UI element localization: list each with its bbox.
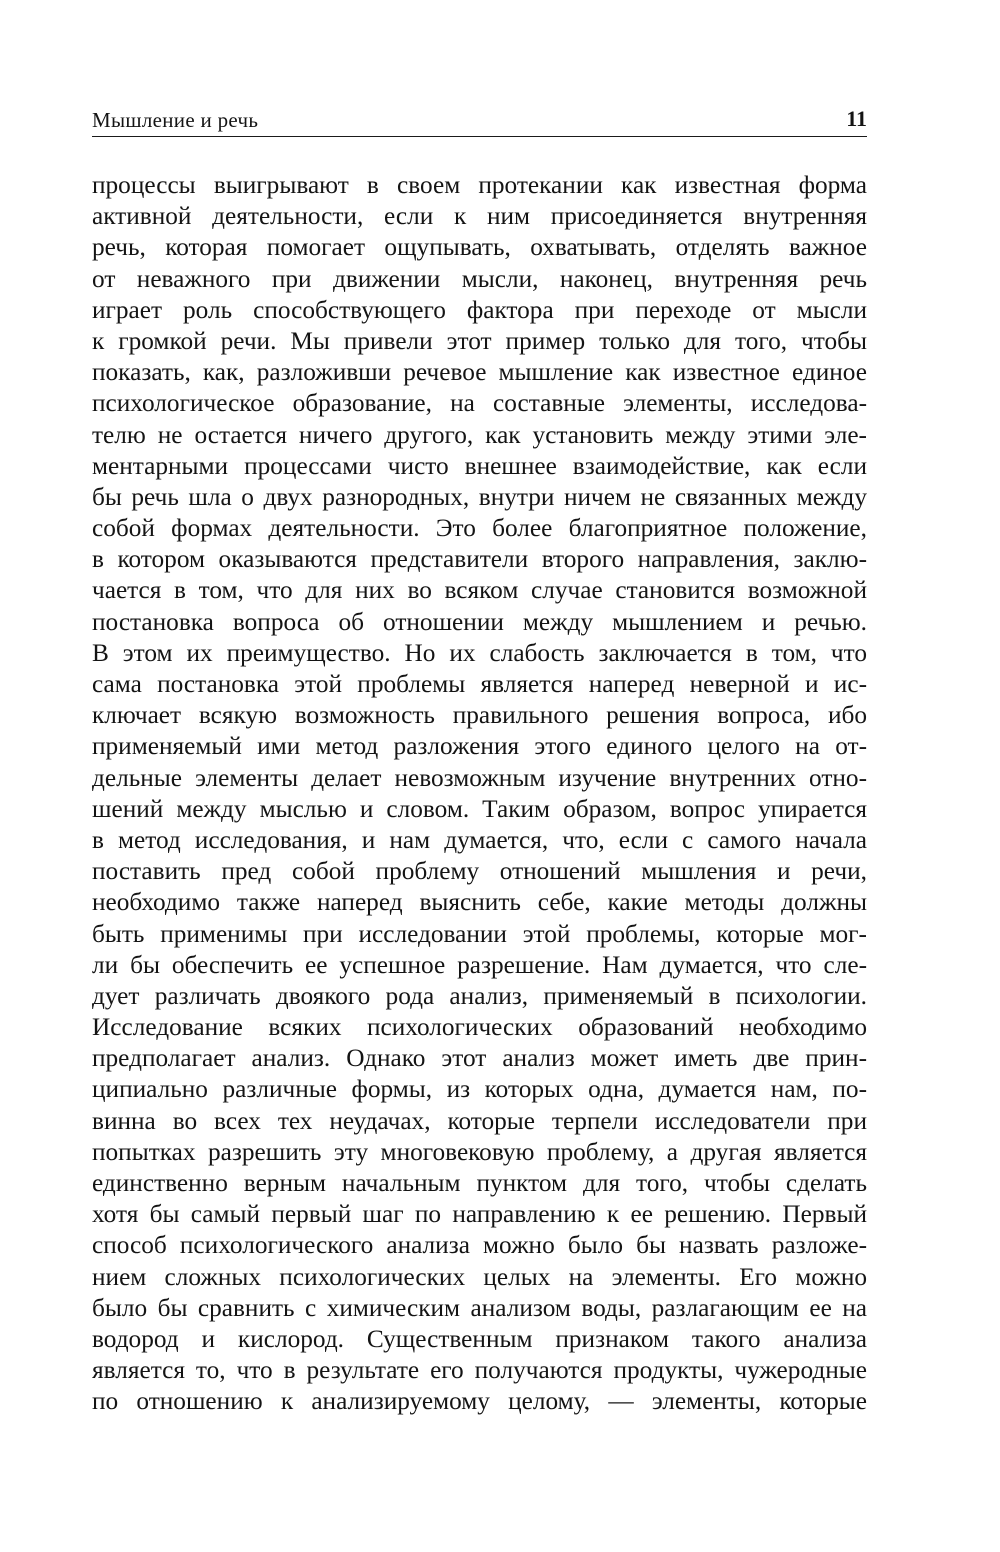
text-line: по отношению к анализируемому целому, — элементы, которые [92,1387,867,1416]
text-line: телю не остается ничего другого, как установить между этими эле- [92,420,867,449]
text-line: речь, которая помогает ощупывать, охватывать, отделять важное [92,233,867,262]
text-line: В этом их преимущество. Но их слабость заключается в том, что [92,638,867,667]
text-line: дует различать двоякого рода анализ, применяемый в психологии. [92,981,867,1010]
text-line: было бы сравнить с химическим анализом воды, разлагающим ее на [92,1293,867,1322]
text-line: единственно верным начальным пунктом для того, чтобы сделать [92,1169,867,1197]
text-line: процессы выигрывают в своем протекании как известная форма [92,171,867,199]
text-line: нием сложных психологических целых на элементы. Его можно [92,1262,867,1291]
text-line: ключает всякую возможность правильного решения вопроса, ибо [92,701,867,730]
text-line: быть применимы при исследовании этой проблемы, которые мог- [92,919,867,948]
text-line: попытках разрешить эту многовековую проблему, а другая является [92,1137,867,1166]
text-line: применяемый ими метод разложения этого единого целого на от- [92,732,867,761]
text-line: собой формах деятельности. Это более благоприятное положение, [92,514,867,543]
running-title: Мышление и речь [92,108,259,132]
body-text [92,170,867,1418]
text-line: в метод исследования, и нам думается, что, если с самого начала [92,825,867,854]
text-line: предполагает анализ. Однако этот анализ может иметь две прин- [92,1044,867,1073]
text-line: постановка вопроса об отношении между мышлением и речью. [92,607,867,636]
text-line: дельные элементы делает невозможным изучение внутренних отно- [92,763,867,792]
text-line: шений между мыслью и словом. Таким образом, вопрос упирается [92,794,867,823]
text-line: играет роль способствующего фактора при переходе от мысли [92,295,867,324]
text-line: показать, как, разложивши речевое мышление как известное единое [92,358,867,387]
running-header [92,104,867,137]
text-line: психологическое образование, на составные элементы, исследова- [92,389,867,418]
text-line: винна во всех тех неудачах, которые терпели исследователи при [92,1106,867,1135]
page-number: 11 [846,106,867,131]
text-line: к громкой речи. Мы привели этот пример только для того, чтобы [92,326,867,355]
text-line: хотя бы самый первый шаг по направлению к ее решению. Первый [92,1200,867,1229]
text-line: сама постановка этой проблемы является наперед неверной и ис- [92,670,867,698]
text-line: от неважного при движении мысли, наконец, внутренняя речь [92,264,867,293]
text-line: активной деятельности, если к ним присоединяется внутренняя [92,202,867,231]
text-line: ципиально различные формы, из которых одна, думается нам, по- [92,1075,867,1104]
text-line: водород и кислород. Существенным признаком такого анализа [92,1324,867,1353]
text-line: ли бы обеспечить ее успешное разрешение. Нам думается, что сле- [92,950,867,979]
text-line: чается в том, что для них во всяком случае становится возможной [92,576,867,605]
text-line: способ психологического анализа можно было бы назвать разложе- [92,1231,867,1260]
book-page [92,0,867,1552]
text-line: поставить пред собой проблему отношений мышления и речи, [92,857,867,886]
text-line: бы речь шла о двух разнородных, внутри ничем не связанных между [92,482,867,511]
text-line: ментарными процессами чисто внешнее взаимодействие, как если [92,451,867,480]
text-line: в котором оказываются представители второго направления, заклю- [92,545,867,574]
text-line: Исследование всяких психологических образований необходимо [92,1013,867,1042]
text-line: необходимо также наперед выяснить себе, какие методы должны [92,888,867,917]
text-line: является то, что в результате его получаются продукты, чужеродные [92,1356,867,1385]
